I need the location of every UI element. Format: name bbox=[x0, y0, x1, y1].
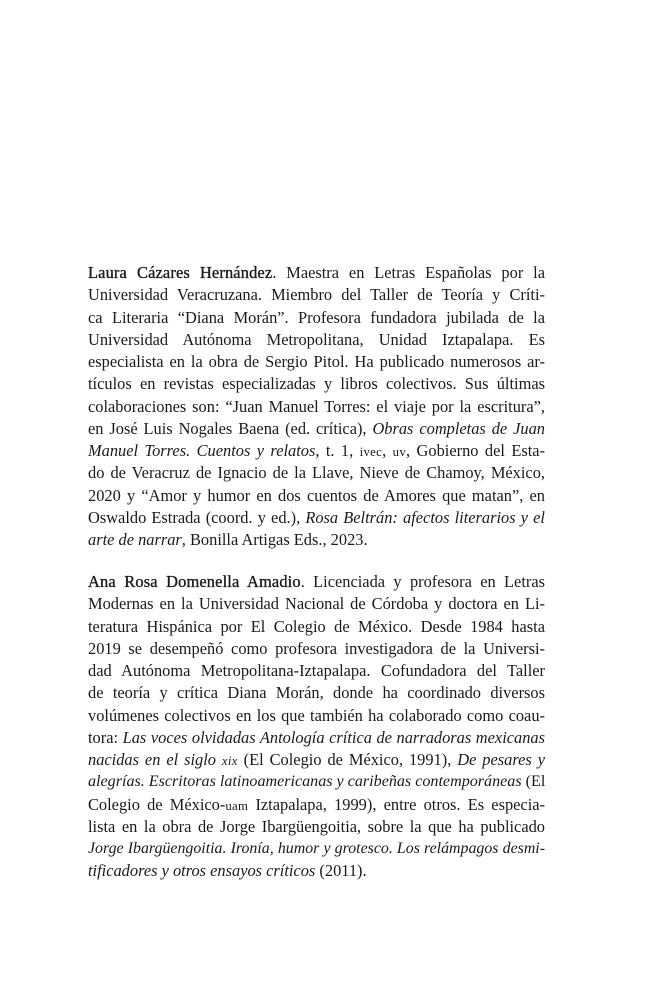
text-line bbox=[88, 529, 545, 551]
body-text: (2011). bbox=[315, 861, 367, 881]
body-text: dad Autónoma Metropolitana-Iztapalapa. Cofundadora del Taller bbox=[88, 661, 545, 680]
body-text: Oswaldo Estrada (coord. y ed.), bbox=[88, 507, 306, 527]
text-line bbox=[88, 682, 545, 704]
italic-title: Las voces olvidadas Antología crítica de narradoras mexicanas bbox=[122, 727, 545, 747]
body-text: tículos en revistas especializadas y libros colectivos. Sus últimas bbox=[88, 374, 545, 394]
italic-title: alegrías. Escritoras latinoamericanas y caribeñas contemporáneas bbox=[88, 773, 522, 791]
body-text: tora: bbox=[88, 727, 123, 747]
body-text: Universidad Autónoma Metropolitana, Unidad Iztapalapa. Es bbox=[88, 329, 545, 349]
text-line bbox=[88, 638, 545, 660]
author-name: Ana Rosa Domenella Amadio bbox=[88, 572, 301, 591]
text-line bbox=[88, 284, 545, 306]
small-caps-text: ivec bbox=[359, 445, 383, 459]
author-name: Laura Cázares Hernández bbox=[88, 263, 273, 282]
text-line bbox=[88, 616, 545, 638]
text-line bbox=[88, 838, 545, 860]
text-line bbox=[88, 749, 545, 771]
italic-title: Rosa Beltrán: afectos literarios y el bbox=[305, 507, 545, 527]
small-caps-text: uam bbox=[225, 798, 249, 813]
bio-ana-rosa-domenella-amadio bbox=[88, 571, 545, 883]
italic-title: De pesares y bbox=[457, 750, 545, 769]
text-line bbox=[88, 660, 545, 682]
text-line bbox=[88, 351, 545, 373]
body-text: , Gobierno del Esta- bbox=[406, 441, 545, 460]
italic-title: nacidas en el siglo bbox=[88, 750, 222, 769]
text-line bbox=[88, 816, 545, 838]
text-line bbox=[88, 440, 545, 462]
body-text: Modernas en la Universidad Nacional de Córdoba y doctora en Li- bbox=[88, 594, 545, 614]
text-line bbox=[88, 593, 545, 615]
text-line bbox=[88, 262, 545, 284]
text-line bbox=[88, 771, 545, 793]
body-text: , Bonilla Artigas Eds., 2023. bbox=[181, 530, 368, 549]
italic-title: tificadores y otros ensayos críticos bbox=[88, 861, 316, 881]
body-text: Iztapalapa, 1999), entre otros. Es especia- bbox=[248, 794, 545, 814]
body-text: teratura Hispánica por El Colegio de México. Desde 1984 hasta bbox=[88, 616, 545, 636]
body-text: do de Veracruz de Ignacio de la Llave, Nieve de Chamoy, México, bbox=[88, 463, 545, 483]
body-text: en José Luis Nogales Baena (ed. crítica), bbox=[88, 418, 373, 438]
body-text: Colegio de México- bbox=[88, 794, 226, 814]
text-line bbox=[88, 373, 545, 395]
text-line bbox=[88, 507, 545, 529]
italic-title: arte de narrar bbox=[88, 530, 182, 549]
body-text: , t. 1, bbox=[315, 441, 360, 460]
italic-title: Jorge Ibargüengoitia. Ironía, humor y grotesco. Los relámpagos desmi- bbox=[88, 840, 545, 857]
text-line bbox=[88, 485, 545, 507]
body-text: volúmenes colectivos en los que también ha colaborado como coau- bbox=[88, 705, 545, 725]
text-line bbox=[88, 794, 545, 816]
text-line bbox=[88, 462, 545, 484]
body-text: Universidad Veracruzana. Miembro del Taller de Teoría y Críti- bbox=[88, 285, 545, 305]
small-caps-text: xix bbox=[221, 754, 238, 768]
body-text: lista en la obra de Jorge Ibargüengoitia, sobre la que ha publicado bbox=[88, 816, 545, 836]
body-text: de teoría y crítica Diana Morán, donde ha coordinado diversos bbox=[88, 683, 545, 703]
italic-title: Obras completas de Juan bbox=[372, 418, 545, 438]
text-line bbox=[88, 727, 545, 749]
text-line bbox=[88, 418, 545, 440]
text-line bbox=[88, 307, 545, 329]
body-text: ca Literaria “Diana Morán”. Profesora fundadora jubilada de la bbox=[88, 307, 545, 327]
body-text: , bbox=[382, 441, 393, 460]
body-text: colaboraciones son: “Juan Manuel Torres: el viaje por la escritura”, bbox=[88, 396, 545, 416]
bio-laura-cazares-hernandez bbox=[88, 262, 545, 551]
text-line bbox=[88, 571, 545, 593]
body-text: especialista en la obra de Sergio Pitol. Ha publicado numerosos ar- bbox=[88, 352, 545, 371]
small-caps-text: uv bbox=[392, 445, 407, 459]
body-text: . Maestra en Letras Españolas por la bbox=[272, 263, 545, 282]
body-text: 2020 y “Amor y humor en dos cuentos de Amores que matan”, en bbox=[88, 485, 545, 505]
body-text: 2019 se desempeñó como profesora investigadora de la Universi- bbox=[88, 638, 545, 658]
text-line bbox=[88, 329, 545, 351]
body-text: (El bbox=[521, 773, 546, 791]
text-line bbox=[88, 705, 545, 727]
body-text: . Licenciada y profesora en Letras bbox=[300, 572, 545, 591]
text-line bbox=[88, 860, 545, 882]
text-line bbox=[88, 396, 545, 418]
italic-title: Manuel Torres. Cuentos y relatos bbox=[88, 441, 316, 460]
body-text: (El Colegio de México, 1991), bbox=[237, 750, 458, 769]
